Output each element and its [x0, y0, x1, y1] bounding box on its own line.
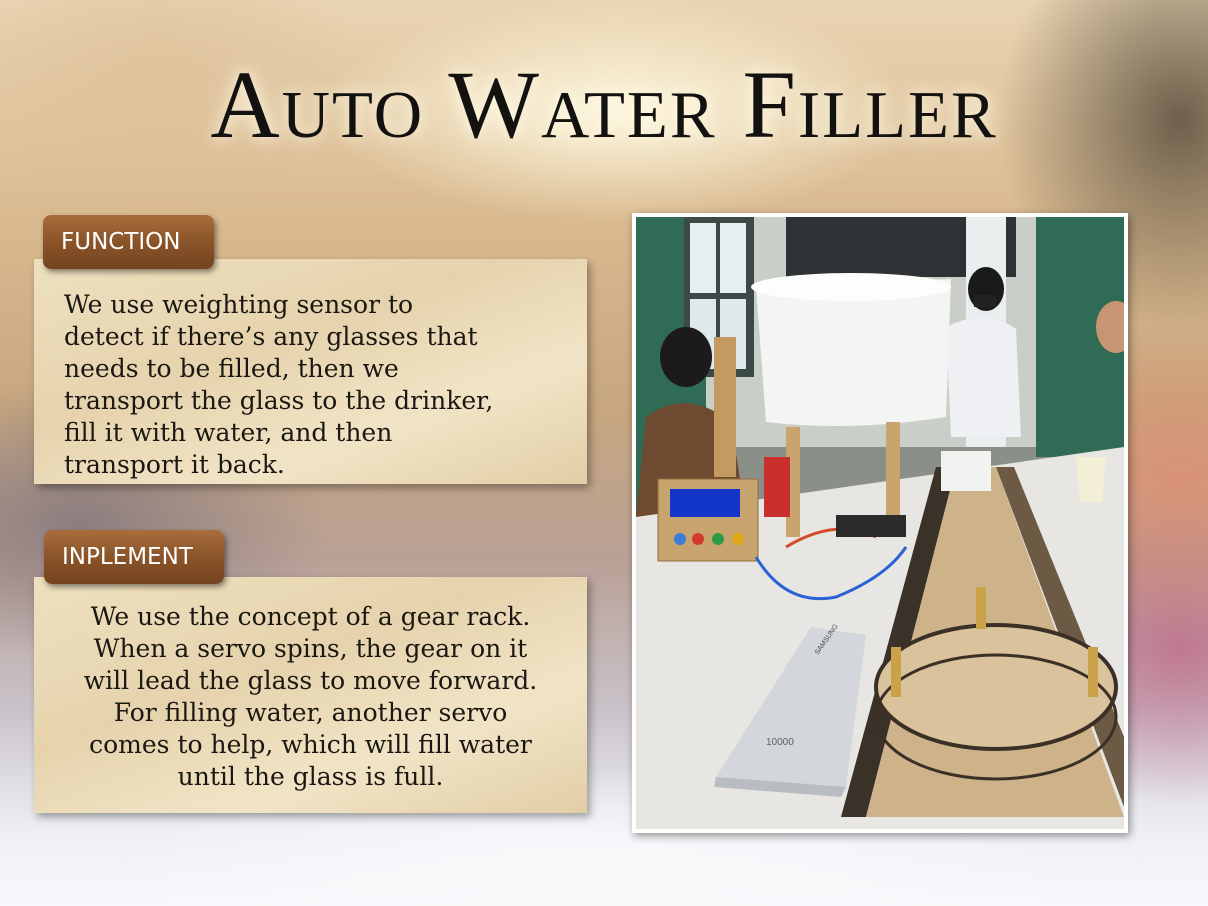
implement-body: We use the concept of a gear rack. When a servo spins, the gear on it will lead the glass to move forward. For filling water, another servo comes to help, which will fill water until the glass is full. — [83, 602, 538, 791]
project-photo — [632, 213, 1128, 833]
function-label: FUNCTION — [43, 215, 214, 269]
implement-panel — [34, 577, 587, 813]
function-panel — [34, 259, 587, 484]
project-photo-illustration — [636, 217, 1124, 829]
function-body: We use weighting sensor to detect if there’s any glasses that needs to be filled, then we transport the glass to the drinker, fill it with water, and then transport it back. — [64, 290, 494, 479]
power-bank-capacity: 10000 — [766, 737, 794, 748]
implement-label: INPLEMENT — [44, 530, 224, 584]
slide-title: Auto Water Filler — [210, 51, 998, 158]
power-bank-brand: SAMSUNG — [813, 623, 840, 657]
